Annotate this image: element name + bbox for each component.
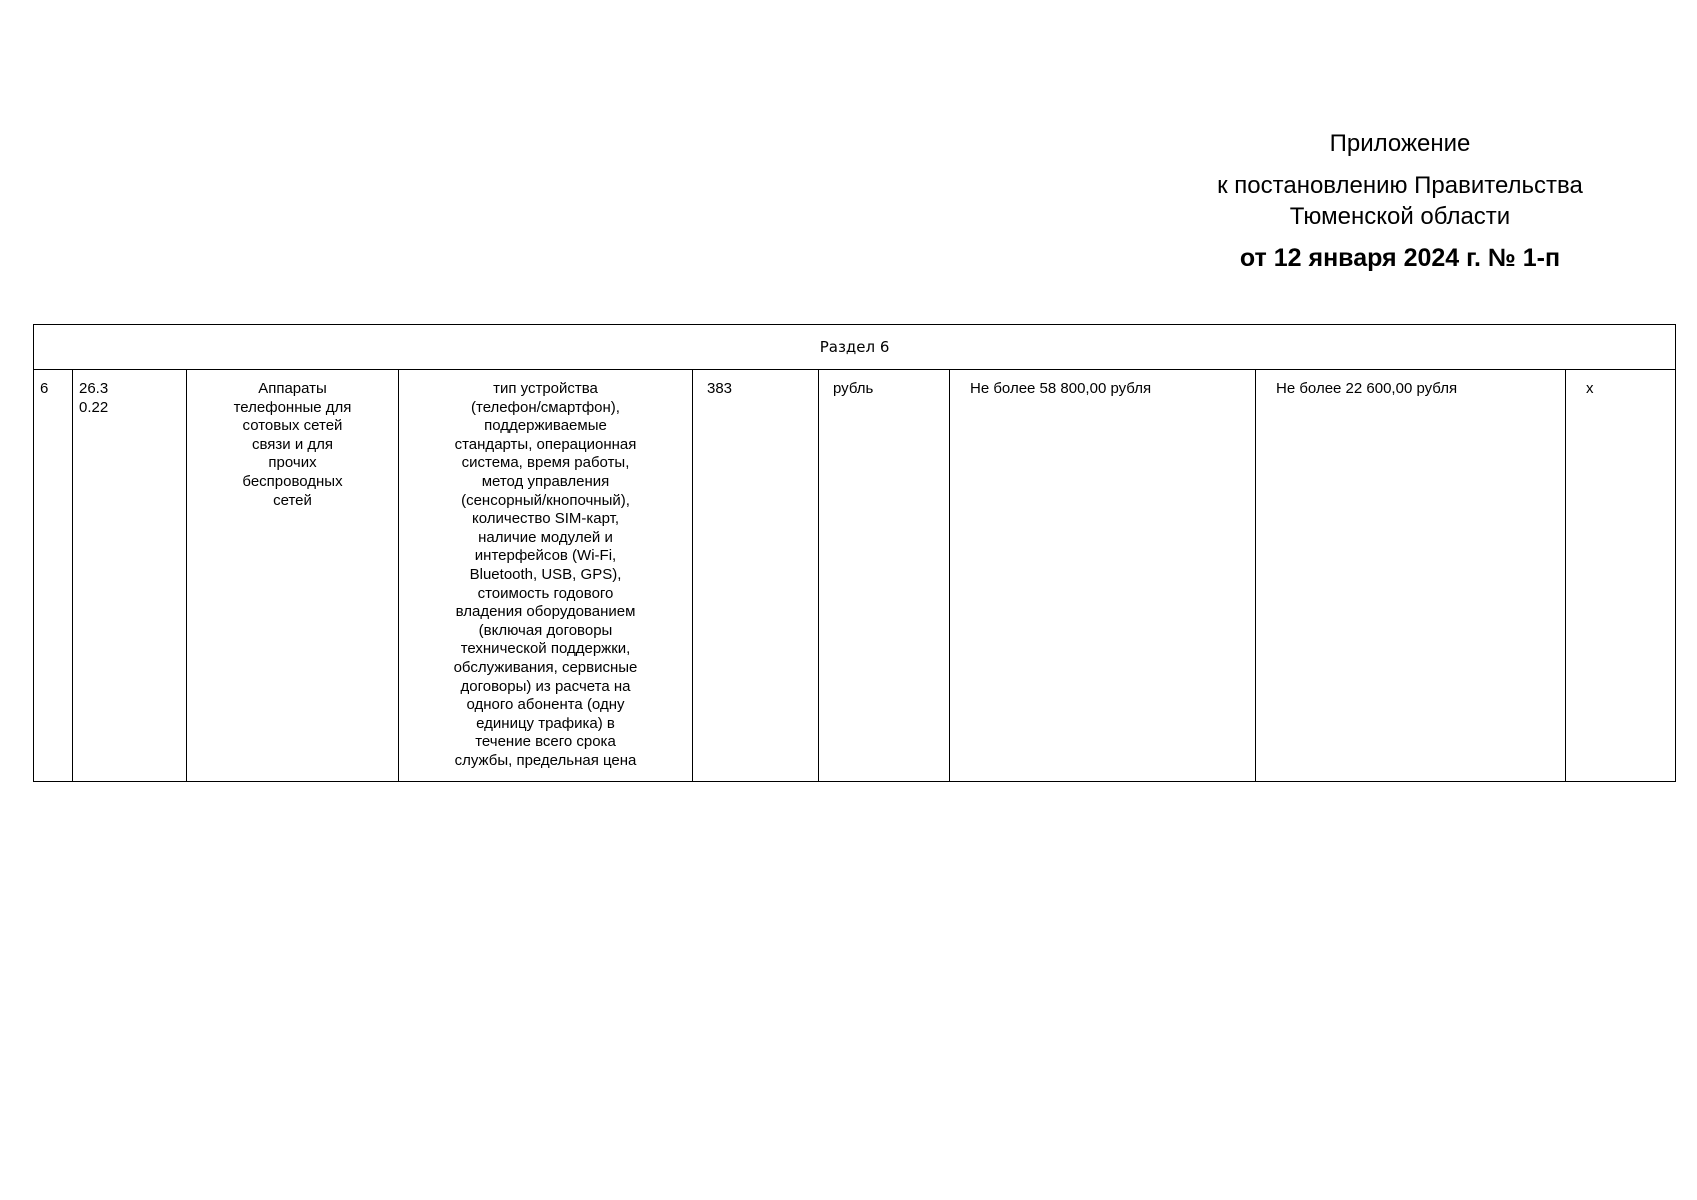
resolution-line-2: Тюменской области: [1289, 203, 1511, 230]
table-row: [34, 370, 1676, 782]
section-row: [34, 325, 1676, 370]
cell-value-3: [1566, 370, 1676, 782]
document-header: [1170, 128, 1630, 274]
unit-name: рубль: [833, 380, 874, 397]
okei-code: 383: [707, 380, 733, 397]
okpd-code: 26.3 0.22: [79, 380, 109, 416]
cell-name: [187, 370, 399, 782]
cell-number: [34, 370, 73, 782]
cell-okei-code: [693, 370, 819, 782]
resolution-line-1: к постановлению Правительства: [1217, 172, 1583, 199]
value-2: Не более 22 600,00 рубля: [1276, 380, 1458, 397]
product-name: Аппараты телефонные для сотовых сетей связи и для прочих беспроводных сетей: [233, 380, 352, 509]
cell-unit: [819, 370, 950, 782]
row-number: 6: [40, 380, 49, 397]
value-1: Не более 58 800,00 рубля: [970, 380, 1152, 397]
cell-value-2: [1256, 370, 1566, 782]
cell-characteristics: [399, 370, 693, 782]
cell-code: [73, 370, 187, 782]
value-3: x: [1586, 380, 1594, 397]
characteristics-text: тип устройства (телефон/смартфон), поддерживаемые стандарты, операционная система, время работы, метод управления (сенсорный/кнопочный), количество SIM-карт, наличие модулей и интерфейсов (Wi-Fi, Bluetooth, USB, GPS), стоимость годового владения оборудованием (включая договоры технической поддержки, обслуживания, сервисные договоры) из расчета на одного абонента (одну единицу трафика) в течение всего срока службы, предельная цена: [453, 380, 638, 769]
requirements-table: [33, 324, 1676, 782]
appendix-title: Приложение: [1329, 130, 1471, 157]
section-title: Раздел 6: [34, 325, 1676, 370]
cell-value-1: [950, 370, 1256, 782]
resolution-date: от 12 января 2024 г. № 1-п: [1239, 244, 1561, 272]
